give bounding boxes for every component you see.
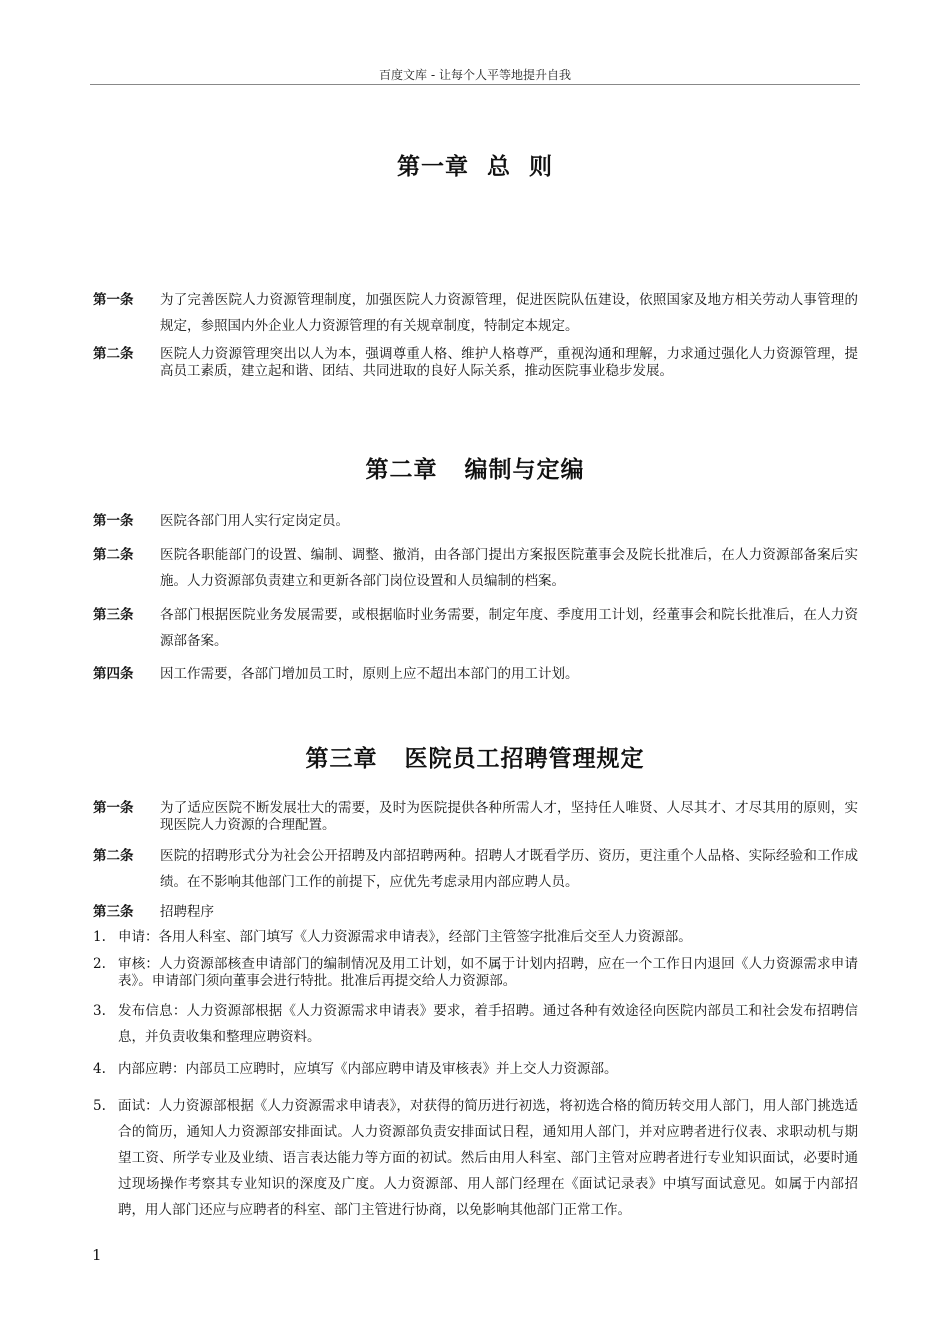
recruitment-step-2 — [93, 956, 858, 990]
article-label: 第一条 — [93, 292, 134, 308]
chapter-3-article-2 — [93, 843, 858, 895]
article-text: 医院各职能部门的设置、编制、调整、撤消，由各部门提出方案报医院董事会及院长批准后，在人力资源部备案后实施。人力资源部负责建立和更新各部门岗位设置和人员编制的档案。 — [160, 547, 858, 589]
step-text: 发布信息：人力资源部根据《人力资源需求申请表》要求，着手招聘。通过各种有效途径向医院内部员工和社会发布招聘信息，并负责收集和整理应聘资料。 — [118, 1003, 858, 1045]
chapter-1-title: 第一章 总 则 — [396, 154, 554, 180]
chapter-2-article-3 — [93, 602, 858, 654]
header-rule — [90, 84, 860, 85]
step-text: 审核：人力资源部核查申请部门的编制情况及用工计划，如不属于计划内招聘，应在一个工作日内退回《人力资源需求申请表》。申请部门须向董事会进行特批。批准后再提交给人力资源部。 — [118, 956, 858, 989]
article-text: 医院各部门用人实行定岗定员。 — [160, 513, 349, 529]
chapter-1-article-1 — [93, 287, 858, 339]
article-text: 为了完善医院人力资源管理制度，加强医院人力资源管理，促进医院队伍建设，依照国家及地方相关劳动人事管理的规定，参照国内外企业人力资源管理的有关规章制度，特制定本规定。 — [160, 292, 858, 334]
chapter-1-article-2 — [93, 346, 858, 380]
step-number: 3. — [93, 1003, 106, 1019]
article-text: 医院人力资源管理突出以人为本，强调尊重人格、维护人格尊严，重视沟通和理解，力求通过强化人力资源管理，提高员工素质，建立起和谐、团结、共同进取的良好人际关系，推动医院事业稳步发展。 — [160, 346, 858, 379]
article-text: 为了适应医院不断发展壮大的需要，及时为医院提供各种所需人才，坚持任人唯贤、人尽其才、才尽其用的原则，实现医院人力资源的合理配置。 — [160, 800, 858, 833]
recruitment-step-1 — [93, 924, 858, 950]
article-text: 因工作需要，各部门增加员工时，原则上应不超出本部门的用工计划。 — [160, 666, 579, 682]
page-header-text: 百度文库 - 让每个人平等地提升自我 — [379, 68, 571, 82]
article-text: 医院的招聘形式分为社会公开招聘及内部招聘两种。招聘人才既看学历、资历，更注重个人品格、实际经验和工作成绩。在不影响其他部门工作的前提下，应优先考虑录用内部应聘人员。 — [160, 848, 858, 890]
step-number: 5. — [93, 1098, 106, 1114]
chapter-3-title: 第三章 医院员工招聘管理规定 — [305, 746, 645, 772]
chapter-2-title: 第二章 编制与定编 — [365, 457, 585, 483]
step-text: 申请：各用人科室、部门填写《人力资源需求申请表》，经部门主管签字批准后交至人力资源部。 — [118, 929, 692, 945]
step-number: 2. — [93, 956, 106, 972]
recruitment-step-4 — [93, 1056, 858, 1082]
article-label: 第一条 — [93, 513, 134, 529]
chapter-2-article-1 — [93, 508, 858, 534]
article-label: 第二条 — [93, 547, 134, 563]
chapter-2-article-2 — [93, 542, 858, 594]
step-number: 4. — [93, 1061, 106, 1077]
chapter-3-article-3 — [93, 899, 858, 925]
recruitment-step-3 — [93, 998, 858, 1050]
article-label: 第四条 — [93, 666, 134, 682]
article-label: 第一条 — [93, 800, 134, 816]
article-text: 招聘程序 — [160, 904, 214, 920]
chapter-3-article-1 — [93, 800, 858, 834]
article-label: 第二条 — [93, 848, 134, 864]
article-label: 第二条 — [93, 346, 134, 362]
recruitment-step-5 — [93, 1093, 858, 1223]
step-number: 1. — [93, 929, 106, 945]
article-label: 第三条 — [93, 904, 134, 920]
step-text: 面试：人力资源部根据《人力资源需求申请表》，对获得的简历进行初选，将初选合格的简历转交用人部门，用人部门挑选适合的简历，通知人力资源部安排面试。人力资源部负责安排面试日程，通知用人部门，并对应聘者进行仪表、求职动机与期望工资、所学专业及业绩、语言表达能力等方面的初试。然后由用人科室、部门主管对应聘者进行专业知识面试，必要时通过现场操作考察其专业知识的深度及广度。人力资源部、用人部门经理在《面试记录表》中填写面试意见。如属于内部招聘，用人部门还应与应聘者的科室、部门主管进行协商，以免影响其他部门正常工作。 — [118, 1098, 858, 1218]
page-number: 1 — [92, 1246, 102, 1264]
article-text: 各部门根据医院业务发展需要，或根据临时业务需要，制定年度、季度用工计划，经董事会和院长批准后，在人力资源部备案。 — [160, 607, 858, 649]
article-label: 第三条 — [93, 607, 134, 623]
chapter-2-article-4 — [93, 661, 858, 687]
step-text: 内部应聘：内部员工应聘时，应填写《内部应聘申请及审核表》并上交人力资源部。 — [118, 1061, 618, 1077]
